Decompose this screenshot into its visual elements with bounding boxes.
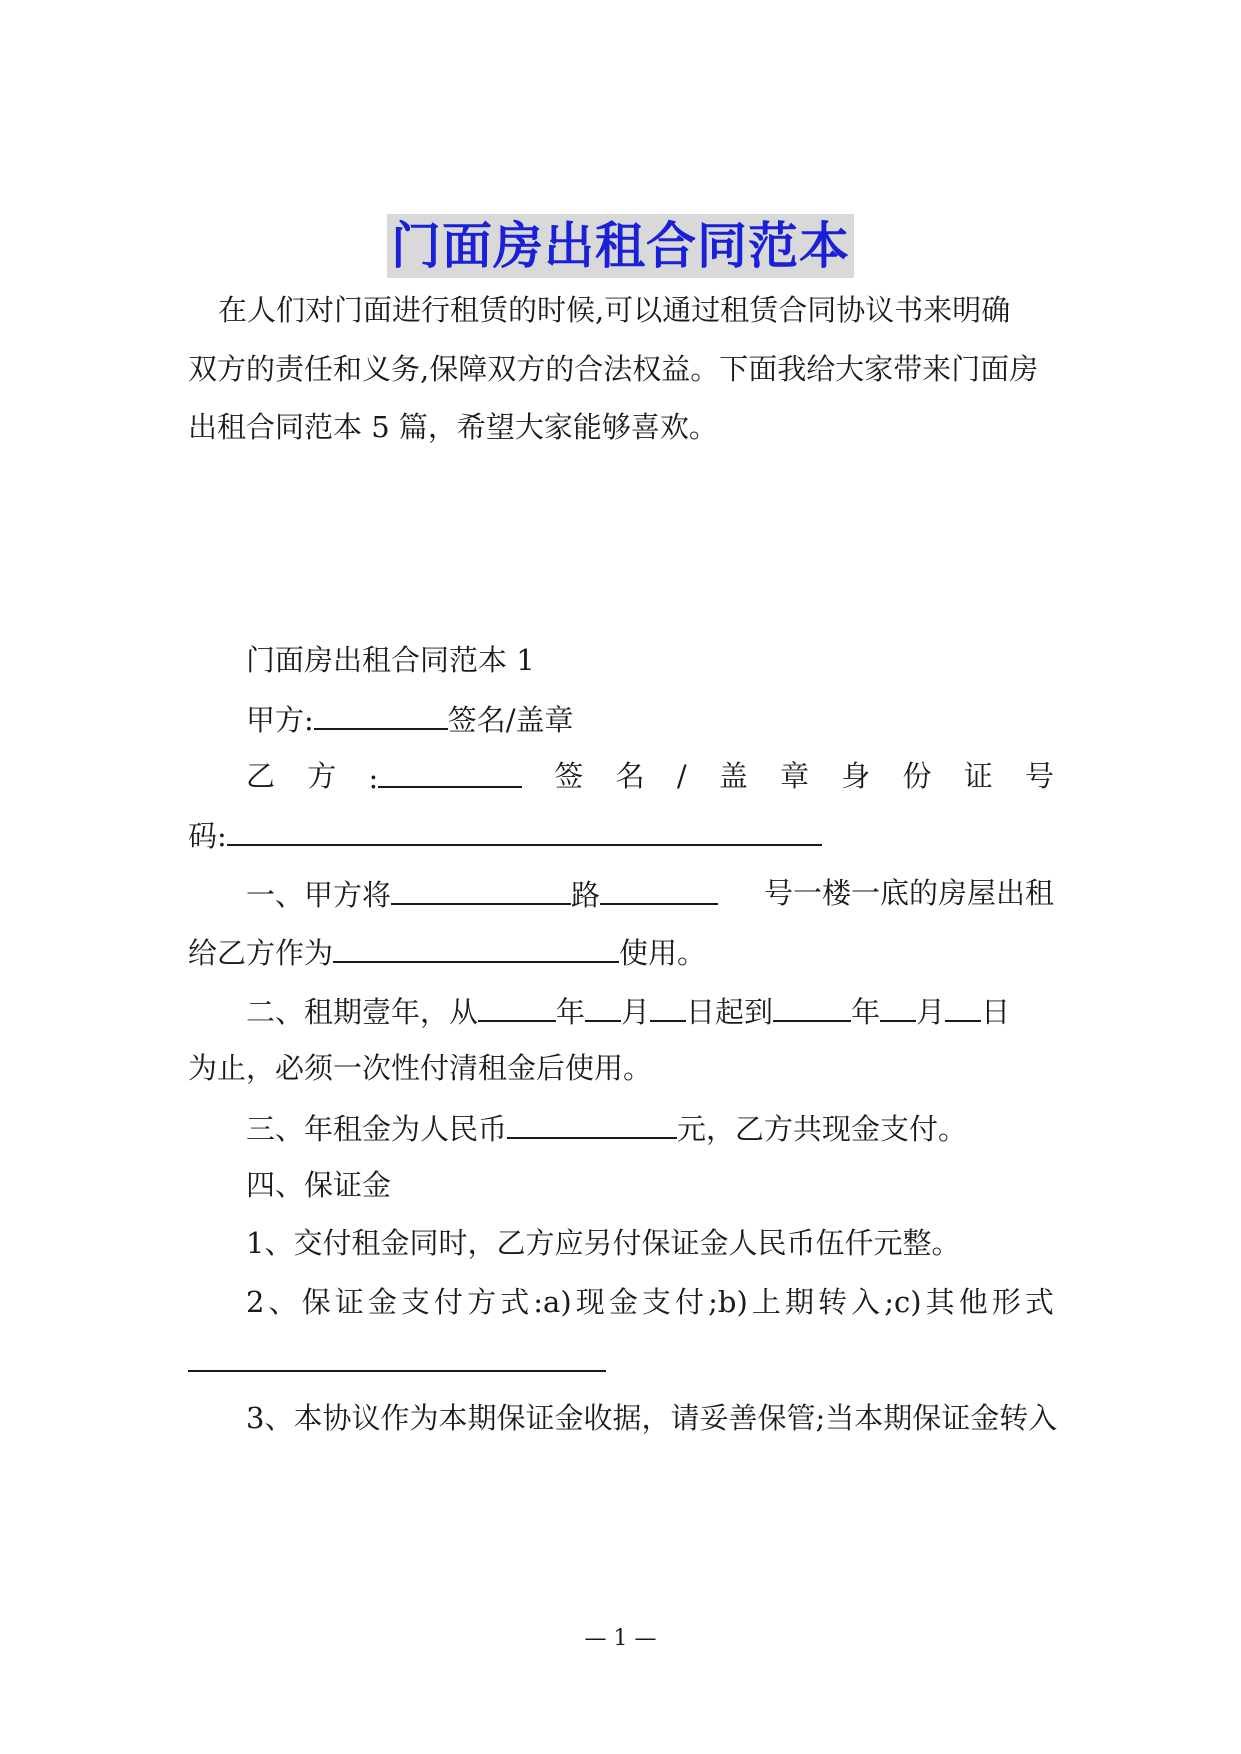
party-b-char: 号	[1024, 759, 1054, 793]
party-b-line	[188, 756, 1054, 796]
other-form-blank	[188, 1340, 606, 1372]
section-heading	[188, 640, 1054, 680]
party-a-blank	[314, 698, 448, 730]
party-b-char: 份	[902, 759, 932, 793]
item-2-char: 付	[434, 1285, 464, 1319]
party-a-label: 甲方:	[246, 703, 314, 737]
item-2-blank-line	[188, 1340, 1054, 1380]
clause-1-part-3: 号一楼一底的房屋出租	[763, 876, 1054, 910]
intro-text-2: 双方的责任和义务,保障双方的合法权益。下面我给大家带来门面房	[188, 352, 1039, 386]
clause-1-part-5: 使用。	[619, 936, 707, 970]
item-2-char: 上	[751, 1285, 781, 1319]
party-b-char: 证	[963, 759, 993, 793]
clause-4-heading	[188, 1165, 1054, 1205]
item-2-char: 保	[301, 1285, 331, 1319]
item-2-char: 支	[641, 1285, 671, 1319]
party-a-suffix: 签名/盖章	[447, 703, 574, 737]
party-b-char: 签	[554, 759, 584, 793]
party-b-char: /	[676, 759, 687, 793]
party-b-cont-line	[188, 814, 1054, 854]
party-b-char: 方	[307, 759, 337, 793]
title-container	[0, 214, 1241, 278]
party-b-cont: 码:	[188, 819, 227, 853]
intro-line-1	[188, 290, 1054, 330]
usage-blank	[333, 931, 619, 963]
item-2-char: 形	[991, 1285, 1021, 1319]
item-2-char: 式	[1024, 1285, 1054, 1319]
item-2-char: 转	[818, 1285, 848, 1319]
number-blank	[600, 873, 718, 905]
party-b-char: :	[368, 756, 522, 796]
intro-text-1: 在人们对门面进行租赁的时候,可以通过租赁合同协议书来明确	[218, 293, 1011, 327]
clause-2-line-2	[188, 1048, 1054, 1088]
item-1-text: 1、交付租金同时，乙方应另付保证金人民币伍仟元整。	[246, 1226, 961, 1260]
party-b-char: 章	[780, 759, 810, 793]
clause-2-start: 二、租期壹年，从 年 月 日起到 年 月 日	[246, 990, 1010, 1030]
clause-3-line	[188, 1107, 1054, 1147]
clause-1-line-1	[188, 873, 1054, 913]
document-title: 门面房出租合同范本	[387, 214, 854, 278]
item-2-char: 他	[958, 1285, 988, 1319]
street-blank	[391, 873, 571, 905]
party-b-char: 盖	[718, 759, 748, 793]
intro-text-3: 出租合同范本 5 篇，希望大家能够喜欢。	[188, 410, 718, 444]
item-2-char: 金	[367, 1285, 397, 1319]
clause-2-cont: 为止，必须一次性付清租金后使用。	[188, 1051, 653, 1085]
party-b-blank	[378, 756, 522, 788]
id-number-blank	[227, 814, 822, 846]
clause-3-part-2: 元，乙方共现金支付。	[677, 1112, 968, 1146]
item-2-line	[188, 1282, 1054, 1322]
intro-line-2	[188, 349, 1054, 389]
item-2-char: 金	[608, 1285, 638, 1319]
item-2-char: 、	[268, 1285, 298, 1319]
item-3-text: 3、本协议作为本期保证金收据，请妥善保管;当本期保证金转入	[246, 1401, 1058, 1435]
rent-blank	[507, 1107, 677, 1139]
section-heading-text: 门面房出租合同范本 1	[246, 643, 535, 677]
clause-4-heading-text: 四、保证金	[246, 1168, 392, 1202]
party-b-char: 身	[841, 759, 871, 793]
clause-1-line-2	[188, 931, 1054, 971]
clause-1-part-4: 给乙方作为	[188, 936, 334, 970]
clause-2-line-1	[188, 990, 1054, 1030]
item-2-char: 2	[246, 1285, 265, 1319]
item-2-char: :a)	[533, 1285, 572, 1319]
party-a-line	[188, 698, 1054, 738]
item-2-char: 方	[467, 1285, 497, 1319]
item-2-char: 式	[500, 1285, 530, 1319]
page-number: — 1 —	[584, 1626, 657, 1651]
item-2-char: 其	[925, 1285, 955, 1319]
party-b-char: 乙	[246, 759, 276, 793]
item-2-char: 入	[851, 1285, 881, 1319]
item-3-line	[188, 1398, 1058, 1438]
item-2-char: 期	[784, 1285, 814, 1319]
party-b-char: 名	[615, 759, 645, 793]
clause-3-part-1: 三、年租金为人民币	[246, 1112, 508, 1146]
intro-line-3	[188, 407, 1054, 447]
item-1-line	[188, 1223, 1054, 1263]
clause-1-part: 一、甲方将 路	[246, 873, 718, 913]
item-2-char: 证	[334, 1285, 364, 1319]
item-2-char: 现	[575, 1285, 605, 1319]
item-2-char: 支	[400, 1285, 430, 1319]
item-2-char: ;c)	[884, 1285, 922, 1319]
item-2-char: ;b)	[708, 1285, 748, 1319]
item-2-char: 付	[675, 1285, 705, 1319]
